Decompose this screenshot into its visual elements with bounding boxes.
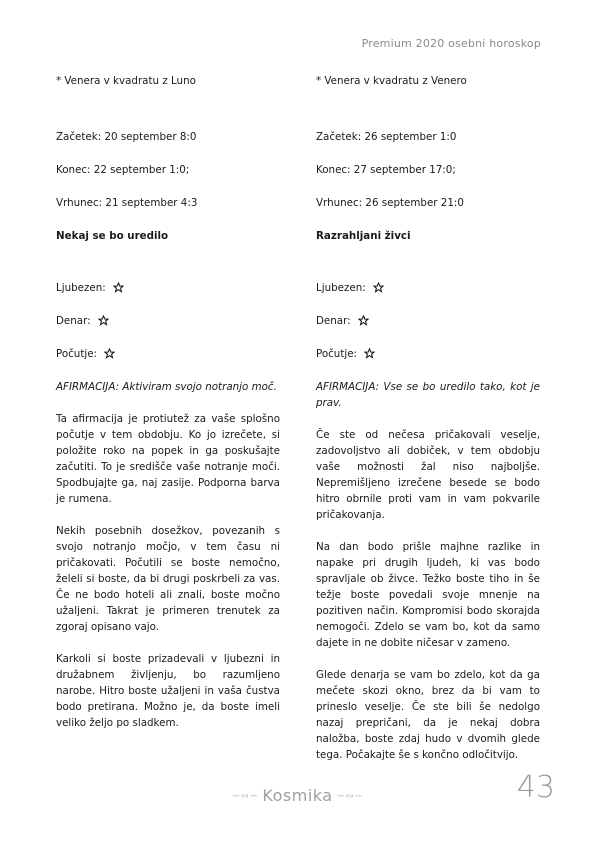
- love-label: Ljubezen:: [316, 282, 366, 294]
- paragraph: Na dan bodo prišle majhne razlike in napake pri drugih ljudeh, ki vas bodo spravljale ob živce. Težko boste tiho in še težje boste povedali svoje mnenje na pozitiven način. Kompromisi bodo skorajda nemogoči. Zdelo se vam bo, kot da samo dajete in ne dobite ničesar v zameno.: [316, 541, 540, 649]
- page-number: 43: [516, 770, 555, 805]
- wellbeing-label: Počutje:: [316, 348, 358, 360]
- end-time: Konec: 27 september 17:0;: [316, 164, 456, 176]
- star-icon: [364, 348, 375, 359]
- start-time: Začetek: 20 september 8:0: [56, 131, 197, 143]
- money-rating: [316, 313, 540, 329]
- money-label: Denar:: [56, 315, 91, 327]
- swirl-ornament-icon: ∽∾∽: [336, 791, 364, 802]
- love-rating: [316, 280, 540, 296]
- right-column: [316, 73, 540, 779]
- star-icon: [113, 282, 124, 293]
- aspect-title: * Venera v kvadratu z Luno: [56, 75, 196, 87]
- love-label: Ljubezen:: [56, 282, 106, 294]
- section-title: Nekaj se bo uredilo: [56, 230, 169, 242]
- love-rating: [56, 280, 280, 296]
- paragraph: Če ste od nečesa pričakovali veselje, zadovoljstvo ali dobiček, v tem obdobju vaše možnosti žal niso najboljše. Nepremišljeno izrečene besede se bodo hitro obrnile proti vam in vam pokvarile pričakovanja.: [316, 429, 540, 521]
- left-column: [56, 73, 280, 747]
- star-icon: [98, 315, 109, 326]
- wellbeing-rating: [56, 346, 280, 362]
- logo-text: Kosmika: [262, 786, 333, 805]
- paragraph: Karkoli si boste prizadevali v ljubezni in družabnem življenju, bo razumljeno narobe. Hitro boste užaljeni in vaša čustva bodo pretirana. Možno je, da boste imeli veliko željo po sladkem.: [56, 653, 280, 729]
- page-header-title: Premium 2020 osebni horoskop: [361, 37, 541, 50]
- paragraph: Ta afirmacija je protiutež za vaše splošno počutje v tem obdobju. Ko jo izrečete, si položite roko na popek in ga poskušajte začutiti. To je središče vaše notranje moči. Spodbujajte ga, naj zasije. Podporna barva je rumena.: [56, 413, 280, 505]
- kosmika-logo: [0, 786, 595, 805]
- affirmation: AFIRMACIJA: Aktiviram svojo notranjo moč.: [56, 381, 277, 393]
- money-rating: [56, 313, 280, 329]
- star-icon: [104, 348, 115, 359]
- end-time: Konec: 22 september 1:0;: [56, 164, 190, 176]
- money-label: Denar:: [316, 315, 351, 327]
- swirl-ornament-icon: ∽∾∽: [231, 791, 259, 802]
- paragraph: Nekih posebnih dosežkov, povezanih s svojo notranjo močjo, v tem času ni pričakovati. Počutili se boste nemočno, želeli si boste, da bi drugi poskrbeli za vas. Če ne bodo hoteli ali znali, boste močno užaljeni. Takrat je primeren trenutek za zgoraj opisano vajo.: [56, 525, 280, 633]
- aspect-title: * Venera v kvadratu z Venero: [316, 75, 467, 87]
- peak-time: Vrhunec: 21 september 4:3: [56, 197, 198, 209]
- paragraph: Glede denarja se vam bo zdelo, kot da ga mečete skozi okno, brez da bi vam to prineslo veselje. Če ste bili še nedolgo nazaj prepričani, da je nekaj dobra naložba, boste zdaj hudo v dvomih glede tega. Počakajte še s končno odločitvijo.: [316, 669, 540, 761]
- section-title: Razrahljani živci: [316, 230, 411, 242]
- star-icon: [358, 315, 369, 326]
- wellbeing-label: Počutje:: [56, 348, 98, 360]
- star-icon: [373, 282, 384, 293]
- peak-time: Vrhunec: 26 september 21:0: [316, 197, 464, 209]
- wellbeing-rating: [316, 346, 540, 362]
- start-time: Začetek: 26 september 1:0: [316, 131, 457, 143]
- affirmation: AFIRMACIJA: Vse se bo uredilo tako, kot je prav.: [316, 381, 540, 409]
